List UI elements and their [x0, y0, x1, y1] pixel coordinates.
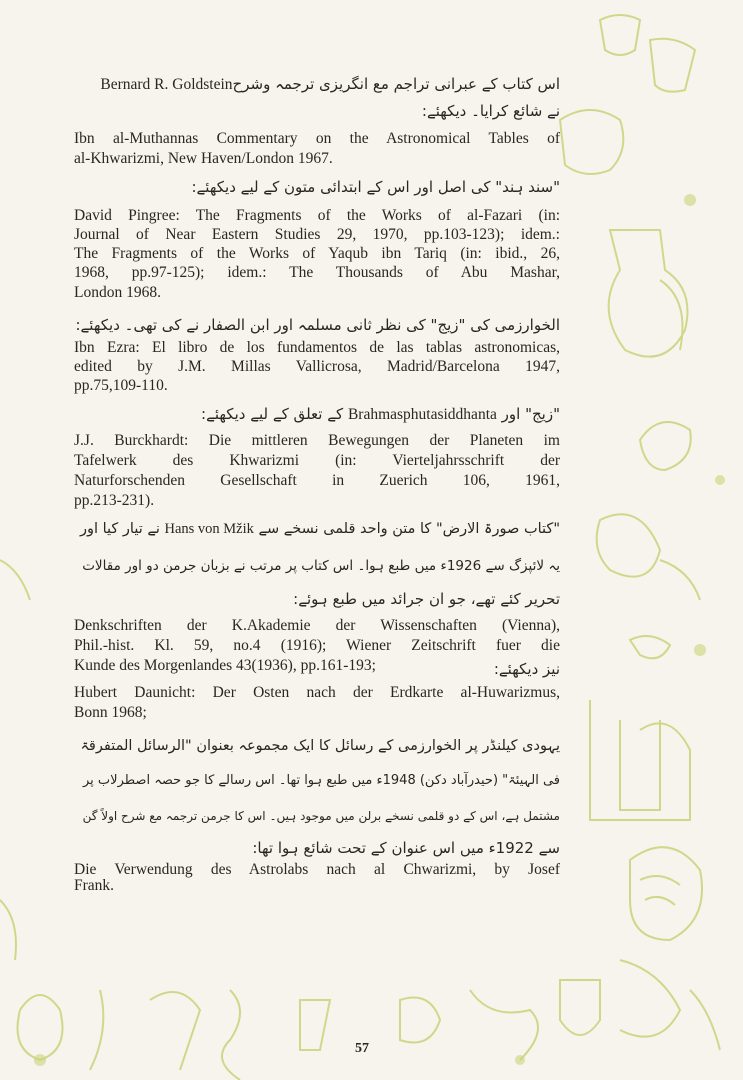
urdu-text: اس کتاب کے عبرانی تراجم مع انگریزی ترجمہ وشرح: [232, 75, 560, 93]
urdu-text: کے تعلق کے لیے دیکھئے:: [201, 405, 344, 423]
reference-line: Bonn 1968;: [74, 704, 147, 721]
author-name: Bernard R. Goldstein: [100, 76, 233, 93]
urdu-line: نے شائع کرایا۔ دیکھئے:: [421, 102, 560, 120]
urdu-line: [201, 405, 560, 424]
urdu-line: [100, 75, 560, 94]
urdu-line: سے 1922ء میں اس عنوان کے تحت شائع ہوا تھا:: [252, 839, 560, 857]
urdu-text: نے تیار کیا اور: [79, 521, 160, 537]
reference-line: pp.213-231).: [74, 492, 155, 509]
urdu-text: "کتاب صورۃ الارض" کا متن واحد قلمی نسخے سے: [258, 521, 560, 537]
reference-line: Kunde des Morgenlandes 43(1936), pp.161-193;: [74, 657, 376, 674]
urdu-line: یہ لائپزگ سے 1926ء میں طبع ہوا۔ اس کتاب پر مرتب نے بزبان جرمن دو اور مقالات: [82, 558, 560, 574]
reference-line: Denkschriften der K.Akademie der Wissenschaften (Vienna),: [74, 617, 560, 634]
reference-line: J.J. Burckhardt: Die mittleren Bewegungen der Planeten im: [74, 432, 560, 449]
urdu-line: "سند ہند" کی اصل اور اس کے ابتدائی متون کے لیے دیکھئے:: [191, 178, 560, 196]
reference-line: Frank.: [74, 877, 115, 894]
urdu-line: فی الہیئۃ" (حیدرآباد دکن) 1948ء میں طبع ہوا تھا۔ اس رسالے کا جو حصہ اصطرلاب پر: [83, 773, 560, 788]
latin-name: Hans von Mžik: [164, 521, 254, 537]
urdu-line: الخوارزمی کی "زیج" کی نظر ثانی مسلمہ اور ابن الصفار نے کی تھی۔ دیکھئے:: [75, 316, 560, 334]
reference-line: Ibn al-Muthannas Commentary on the Astronomical Tables of: [74, 130, 560, 147]
reference-line: Hubert Daunicht: Der Osten nach der Erdkarte al-Huwarizmus,: [74, 684, 560, 701]
reference-line: 1968, pp.97-125); idem.: The Thousands of Abu Mashar,: [74, 264, 560, 281]
urdu-line: نیز دیکھئے:: [493, 660, 560, 678]
page-number: 57: [355, 1041, 369, 1056]
reference-line: David Pingree: The Fragments of the Works of al-Fazari (in:: [74, 207, 560, 224]
urdu-line: یہودی کیلنڈر پر الخوارزمی کے رسائل کا ایک مجموعہ بعنوان "الرسائل المتفرقۃ: [80, 738, 560, 754]
reference-line: Journal of Near Eastern Studies 29, 1970, pp.103-123); idem.:: [74, 226, 560, 243]
urdu-line: مشتمل ہے، اس کے دو قلمی نسخے برلن میں موجود ہیں۔ اس کا جرمن ترجمہ مع شرح اولاً گن: [82, 809, 560, 823]
reference-line: pp.75,109-110.: [74, 377, 168, 394]
reference-line: Tafelwerk des Khwarizmi (in: Vierteljahrsschrift der: [74, 452, 560, 469]
reference-line: Ibn Ezra: El libro de los fundamentos de las tablas astronomicas,: [74, 339, 560, 356]
reference-line: Die Verwendung des Astrolabs nach al Chwarizmi, by Josef: [74, 861, 560, 878]
latin-term: Brahmasphutasiddhanta: [347, 406, 497, 423]
urdu-line: [80, 521, 560, 538]
reference-line: Phil.-hist. Kl. 59, no.4 (1916); Wiener Zeitschrift fuer die: [74, 637, 560, 654]
reference-line: The Fragments of the Works of Yaqub ibn Tariq (in: ibid., 26,: [74, 245, 560, 262]
reference-line: Naturforschenden Gesellschaft in Zuerich 106, 1961,: [74, 472, 560, 489]
urdu-text: "زیج" اور: [501, 405, 560, 423]
reference-line: al-Khwarizmi, New Haven/London 1967.: [74, 150, 333, 167]
reference-line: edited by J.M. Millas Vallicrosa, Madrid/Barcelona 1947,: [74, 358, 560, 375]
urdu-line: تحریر کئے تھے، جو ان جرائد میں طبع ہوئے:: [293, 590, 560, 608]
reference-line: London 1968.: [74, 284, 161, 301]
